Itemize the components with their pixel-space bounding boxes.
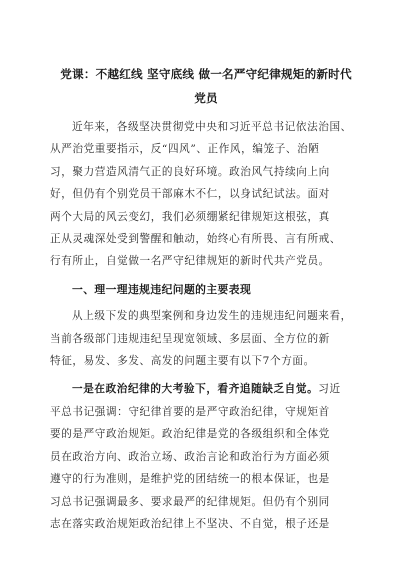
paragraph-line: 遵守的行为准则，是维护党的团结统一的根本保证，也是 bbox=[50, 473, 330, 486]
paragraph-line: 从上级下发的典型案例和身边发生的违规违纪问题来看， bbox=[72, 310, 352, 323]
paragraph-line: 行有所止，自觉做一名严守纪律规矩的新时代共产党员。 bbox=[50, 255, 330, 268]
paragraph-line: 志在落实政治规矩政治纪律上不坚决、不自觉，根子还是 bbox=[50, 517, 330, 530]
section1-paragraph bbox=[50, 305, 362, 372]
document-title bbox=[50, 62, 362, 110]
paragraph-line: 员在政治方向、政治立场、政治言论和政治行为方面必须 bbox=[50, 450, 330, 463]
section-heading: 一、理一理违规违纪问题的主要表现 bbox=[72, 282, 252, 296]
paragraph-line: 特征，易发、多发、高发的问题主要有以下7个方面。 bbox=[50, 355, 315, 368]
paragraph-line: 当前各级部门违规违纪呈现宽领域、多层面、全方位的新 bbox=[50, 332, 330, 345]
title-line-1: 党课：不越红线 坚守底线 做一名严守纪律规矩的新时代 bbox=[60, 67, 352, 81]
paragraph-line: 要的是严守政治规矩。政治纪律是党的各级组织和全体党 bbox=[50, 428, 330, 441]
point1-paragraph bbox=[50, 378, 362, 535]
paragraph-line: 从严治党重要指示，反“四风”、正作风，编笼子、治陋 bbox=[50, 143, 320, 156]
intro-paragraph bbox=[50, 116, 362, 273]
point-lead-tail: 习近 bbox=[318, 383, 341, 396]
paragraph-line: 习总书记强调最多、要求最严的纪律规矩。但仍有个别同 bbox=[50, 495, 330, 508]
paragraph-line: 正从灵魂深处受到警醒和触动，始终心有所畏、言有所戒、 bbox=[50, 233, 342, 246]
paragraph-line: 习，聚力营造风清气正的良好环境。政治风气持续向上向 bbox=[50, 165, 330, 178]
paragraph-line: 平总书记强调：守纪律首要的是严守政治纪律，守规矩首 bbox=[50, 405, 330, 418]
paragraph-line: 两个大局的风云变幻，我们必须绷紧纪律规矩这根弦，真 bbox=[50, 210, 330, 223]
title-line-2: 党员 bbox=[194, 91, 218, 105]
paragraph-line bbox=[50, 378, 362, 400]
paragraph-line: 好，但仍有个别党员干部麻木不仁，以身试纪试法。面对 bbox=[50, 188, 330, 201]
point-lead: 一是在政治纪律的大考验下，看齐追随缺乏自觉。 bbox=[72, 383, 319, 396]
paragraph-line: 近年来，各级坚决贯彻党中央和习近平总书记依法治国、 bbox=[72, 121, 352, 133]
